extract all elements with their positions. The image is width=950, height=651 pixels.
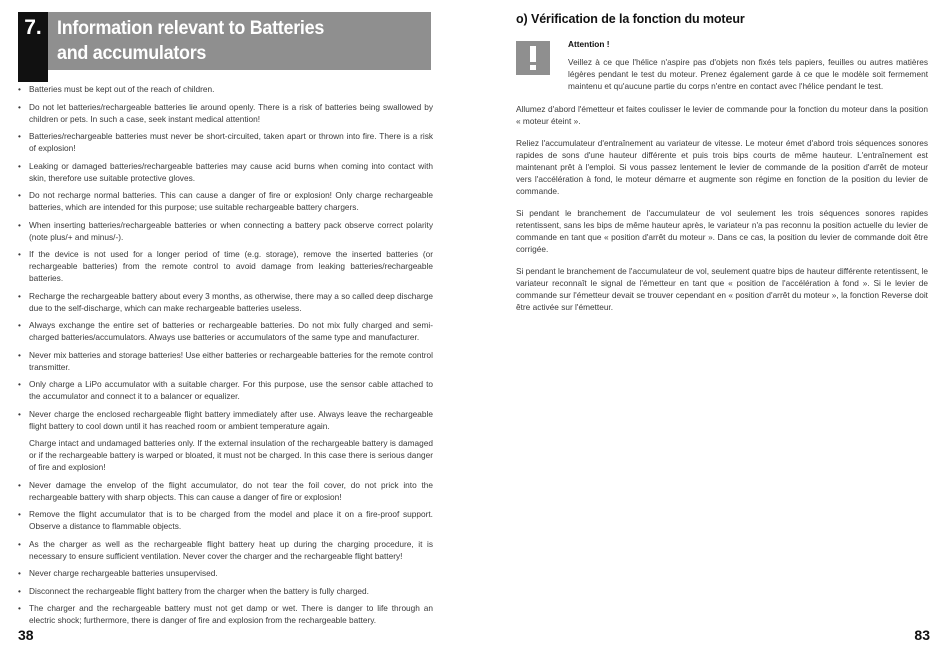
list-item: • Remove the flight accumulator that is to be charged from the model and place it on a fire-proof support. Observe a distance to flammable objects. bbox=[18, 508, 433, 532]
list-item: • When inserting batteries/rechargeable batteries or when connecting a battery pack observe correct polarity (note plus/+ and minus/-). bbox=[18, 219, 433, 243]
paragraph: Si pendant le branchement de l'accumulateur de vol, seulement quatre bips de hauteur différente retentissent, le variateur reconnaît le signal de l'émetteur en tant que « position de l'accélération à fond ». Si le levier de commande sur l'émetteur devait se trouver cependant en « position d'arrêt du moteur », la fonction Reverse doit être activée sur l'émetteur. bbox=[516, 266, 928, 312]
page-number-left: 38 bbox=[18, 627, 34, 643]
list-item: • Never charge rechargeable batteries unsupervised. bbox=[18, 567, 433, 579]
list-item: • Batteries must be kept out of the reach of children. bbox=[18, 83, 433, 95]
battery-safety-list bbox=[18, 83, 433, 632]
list-item: • Do not recharge normal batteries. This can cause a danger of fire or explosion! Only charge rechargeable batteries, which are intended for this purpose; use suitable rechargeable battery chargers. bbox=[18, 189, 433, 213]
list-item: • Leaking or damaged batteries/rechargeable batteries may cause acid burns when coming into contact with skin, therefore use suitable protective gloves. bbox=[18, 160, 433, 184]
list-item: Charge intact and undamaged batteries only. If the external insulation of the rechargeable battery is damaged or if the rechargeable battery is warped or bloated, it must not be charged. In this case there is serious danger of fire and explosion! bbox=[29, 438, 433, 472]
section-number: 7. bbox=[18, 12, 48, 82]
paragraph: Allumez d'abord l'émetteur et faites coulisser le levier de commande pour la fonction du moteur dans la position « moteur éteint ». bbox=[516, 104, 928, 126]
warning-text: Veillez à ce que l'hélice n'aspire pas d'objets non fixés tels papiers, feuilles ou autres matières légères pendant le test du moteur. Prenez également garde à ce que le modèle soit fermement maintenu et qu'aucune partie du corps n'entre en contact avec l'hélice pendant le test. bbox=[568, 57, 928, 91]
list-item: • Never mix batteries and storage batteries! Use either batteries or rechargeable batteries for the remote control transmitter. bbox=[18, 349, 433, 373]
list-item: • The charger and the rechargeable battery must not get damp or wet. There is danger to life through an electric shock; furthermore, there is danger of fire and explosion from the rechargeable battery. bbox=[18, 602, 433, 626]
list-item: • Only charge a LiPo accumulator with a suitable charger. For this purpose, use the sensor cable attached to the accumulator and connect it to a balancer or equalizer. bbox=[18, 378, 433, 402]
paragraph: Si pendant le branchement de l'accumulateur de vol seulement les trois séquences sonores rapides retentissent, sans les bips de même hauteur après, le variateur n'a pas reconnu la position actuelle du levier de commande en tant que « position d'arrêt du moteur ». Dans ce cas, la position du levier de commande doit être corrigée. bbox=[516, 208, 928, 254]
paragraph: Reliez l'accumulateur d'entraînement au variateur de vitesse. Le moteur émet d'abord trois séquences sonores rapides de sons d'une hauteur différente et puis trois bips courts de même hauteur. L'entraînement est maintenant prêt à l'emploi. Si vous passez lentement le levier de commande de la position d'arrêt de moteur vers l'accélération à fond, le moteur démarre et augmente son régime en fonction de la position du levier de commande. bbox=[516, 138, 928, 196]
instruction-paragraphs bbox=[516, 103, 928, 323]
section-title: Information relevant to Batteries and accumulators bbox=[57, 17, 325, 64]
list-item: • As the charger as well as the rechargeable flight battery heat up during the charging procedure, it is necessary to ensure sufficient ventilation. Never cover the charger and the rechargeable flight battery! bbox=[18, 538, 433, 562]
list-item: • Do not let batteries/rechargeable batteries lie around openly. There is a risk of batteries being swallowed by children or pets. In such a case, seek instant medical attention! bbox=[18, 101, 433, 125]
right-page bbox=[475, 0, 950, 651]
list-item: • Never charge the enclosed rechargeable flight battery immediately after use. Always leave the rechargeable flight battery to cool down until it has reached room or ambient temperature again. bbox=[18, 408, 433, 432]
page-number-right: 83 bbox=[914, 627, 930, 643]
list-item: • Disconnect the rechargeable flight battery from the charger when the battery is fully charged. bbox=[18, 585, 433, 597]
subsection-title: o) Vérification de la fonction du moteur bbox=[516, 12, 745, 26]
list-item: • Never damage the envelop of the flight accumulator, do not tear the foil cover, do not prick into the rechargeable battery with sharp objects. This can cause a danger of fire or explosion! bbox=[18, 479, 433, 503]
exclamation-icon bbox=[516, 41, 550, 75]
list-item: • Always exchange the entire set of batteries or rechargeable batteries. Do not mix fully charged and semi-charged batteries/accumulators. Always use batteries or accumulators of the same type and manufacturer. bbox=[18, 319, 433, 343]
section-header bbox=[18, 12, 431, 70]
list-item: • Recharge the rechargeable battery about every 3 months, as otherwise, there may a so called deep discharge due to the self-discharge, which can make rechargeable batteries useless. bbox=[18, 290, 433, 314]
list-item: • Batteries/rechargeable batteries must never be short-circuited, taken apart or thrown into fire. There is a risk of explosion! bbox=[18, 130, 433, 154]
list-item: • If the device is not used for a longer period of time (e.g. storage), remove the inserted batteries (or rechargeable batteries) from the remote control to avoid damage from leaking batteries/rechargeable batteries. bbox=[18, 248, 433, 284]
warning-heading: Attention ! bbox=[568, 39, 610, 49]
